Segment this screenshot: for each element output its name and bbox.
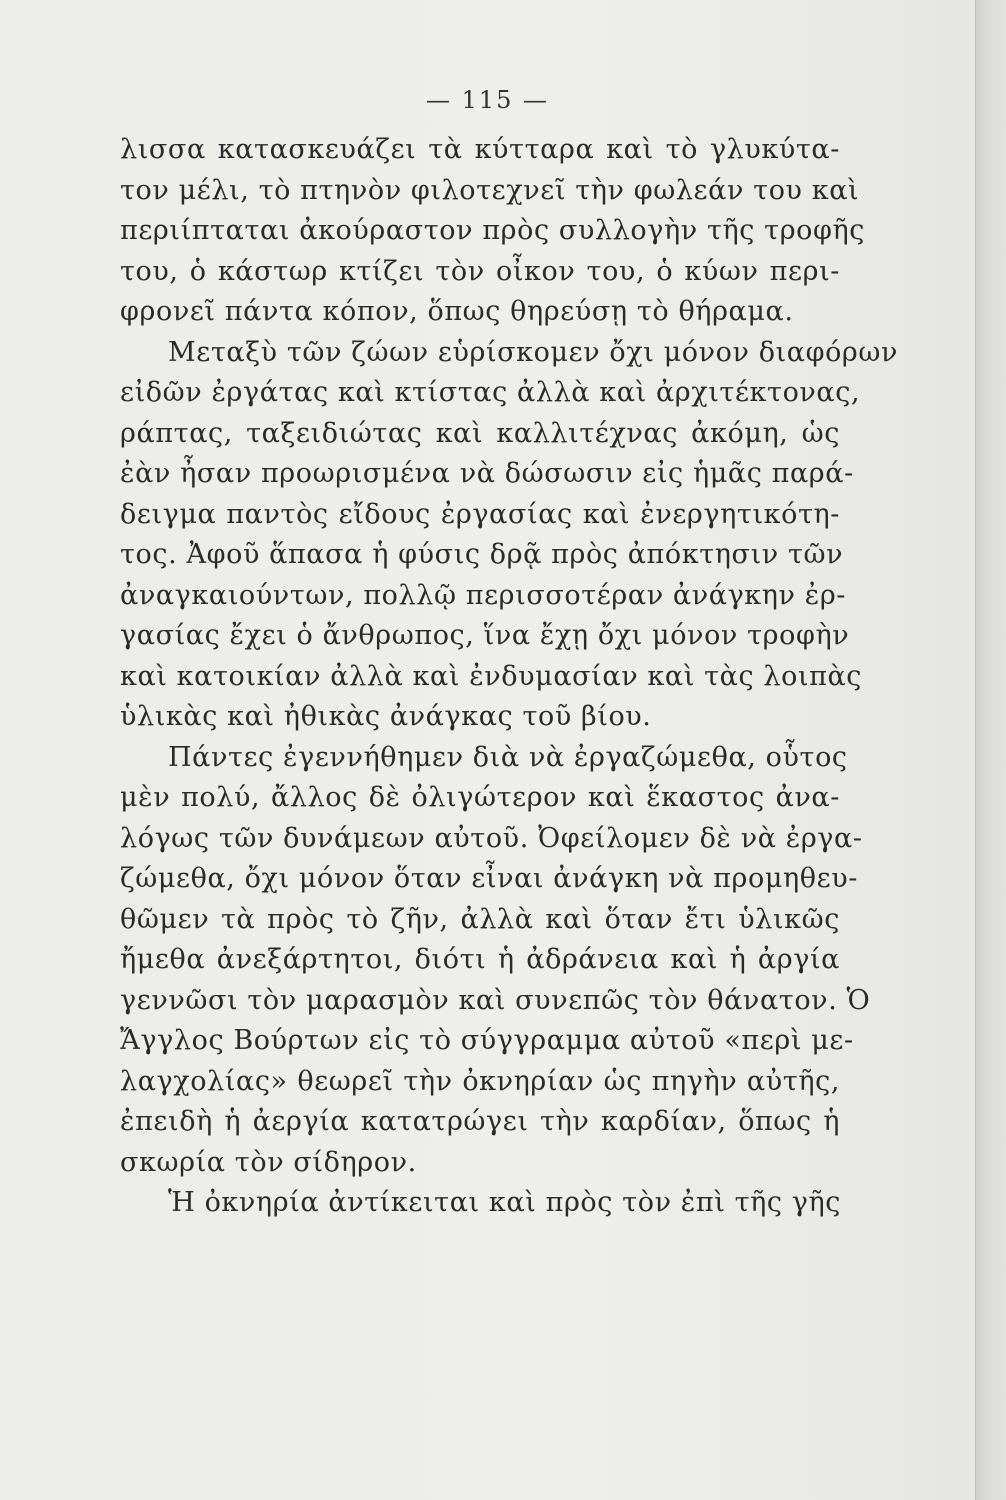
- text-line: καὶ κατοικίαν ἀλλὰ καὶ ἐνδυμασίαν καὶ τὰς λοιπὰς: [120, 660, 863, 692]
- text-line: τος. Ἀφοῦ ἅπασα ἡ φύσις δρᾷ πρὸς ἀπόκτησιν τῶν: [120, 539, 844, 570]
- page-number: — 115 —: [425, 86, 550, 114]
- text-line: του, ὁ κάστωρ κτίζει τὸν οἶκον του, ὁ κύων περι-: [120, 255, 840, 287]
- text-line: ζώμεθα, ὄχι μόνον ὅταν εἶναι ἀνάγκη νὰ προμηθευ-: [120, 863, 858, 894]
- text-line: σκωρία τὸν σίδηρον.: [120, 1146, 417, 1178]
- text-line: ράπτας, ταξειδιώτας καὶ καλλιτέχνας ἀκόμη, ὡς: [120, 417, 840, 449]
- body-text: [120, 130, 899, 1224]
- text-line: τον μέλι, τὸ πτηνὸν φιλοτεχνεῖ τὴν φωλεάν του καὶ: [120, 174, 860, 206]
- text-line: λισσα κατασκευάζει τὰ κύτταρα καὶ τὸ γλυκύτα-: [120, 134, 840, 165]
- text-line: μὲν πολύ, ἄλλος δὲ ὀλιγώτερον καὶ ἕκαστος ἀνα-: [120, 782, 840, 813]
- text-line: εἰδῶν ἐργάτας καὶ κτίστας ἀλλὰ καὶ ἀρχιτέκτονας,: [120, 377, 861, 408]
- text-line: λόγως τῶν δυνάμεων αὐτοῦ. Ὀφείλομεν δὲ νὰ ἐργα-: [120, 822, 863, 854]
- text-line: Ἡ ὀκνηρία ἀντίκειται καὶ πρὸς τὸν ἐπὶ τῆς γῆς: [168, 1187, 842, 1218]
- text-line: περιίπταται ἀκούραστον πρὸς συλλογὴν τῆς τροφῆς: [120, 215, 866, 246]
- page-edge: [975, 0, 1006, 1500]
- text-line: ὑλικὰς καὶ ἠθικὰς ἀνάγκας τοῦ βίου.: [120, 701, 652, 732]
- text-line: Μεταξὺ τῶν ζώων εὑρίσκομεν ὄχι μόνον διαφόρων: [168, 336, 899, 368]
- text-line: λαγχολίας» θεωρεῖ τὴν ὀκνηρίαν ὡς πηγὴν αὐτῆς,: [120, 1065, 840, 1097]
- text-line: φρονεῖ πάντα κόπον, ὅπως θηρεύσῃ τὸ θήραμα.: [120, 296, 794, 327]
- text-line: ἀναγκαιούντων, πολλῷ περισσοτέραν ἀνάγκην ἐρ-: [120, 579, 847, 611]
- text-line: γασίας ἔχει ὁ ἄνθρωπος, ἵνα ἔχῃ ὄχι μόνον τροφὴν: [120, 620, 850, 651]
- text-line: γεννῶσι τὸν μαρασμὸν καὶ συνεπῶς τὸν θάνατον. Ὁ: [120, 984, 871, 1016]
- text-line: ἤμεθα ἀνεξάρτητοι, διότι ἡ ἀδράνεια καὶ ἡ ἀργία: [120, 944, 840, 975]
- text-line: ἐὰν ἦσαν προωρισμένα νὰ δώσωσιν εἰς ἡμᾶς παρά-: [120, 458, 854, 489]
- text-line: Ἄγγλος Βούρτων εἰς τὸ σύγγραμμα αὐτοῦ «περὶ με-: [120, 1025, 854, 1056]
- text-line: Πάντες ἐγεννήθημεν διὰ νὰ ἐργαζώμεθα, οὗτος: [168, 741, 848, 773]
- text-line: ἐπειδὴ ἡ ἀεργία κατατρώγει τὴν καρδίαν, ὅπως ἡ: [120, 1106, 840, 1137]
- text-line: θῶμεν τὰ πρὸς τὸ ζῆν, ἀλλὰ καὶ ὅταν ἔτι ὑλικῶς: [120, 903, 840, 935]
- text-line: δειγμα παντὸς εἴδους ἐργασίας καὶ ἐνεργητικότη-: [120, 498, 840, 530]
